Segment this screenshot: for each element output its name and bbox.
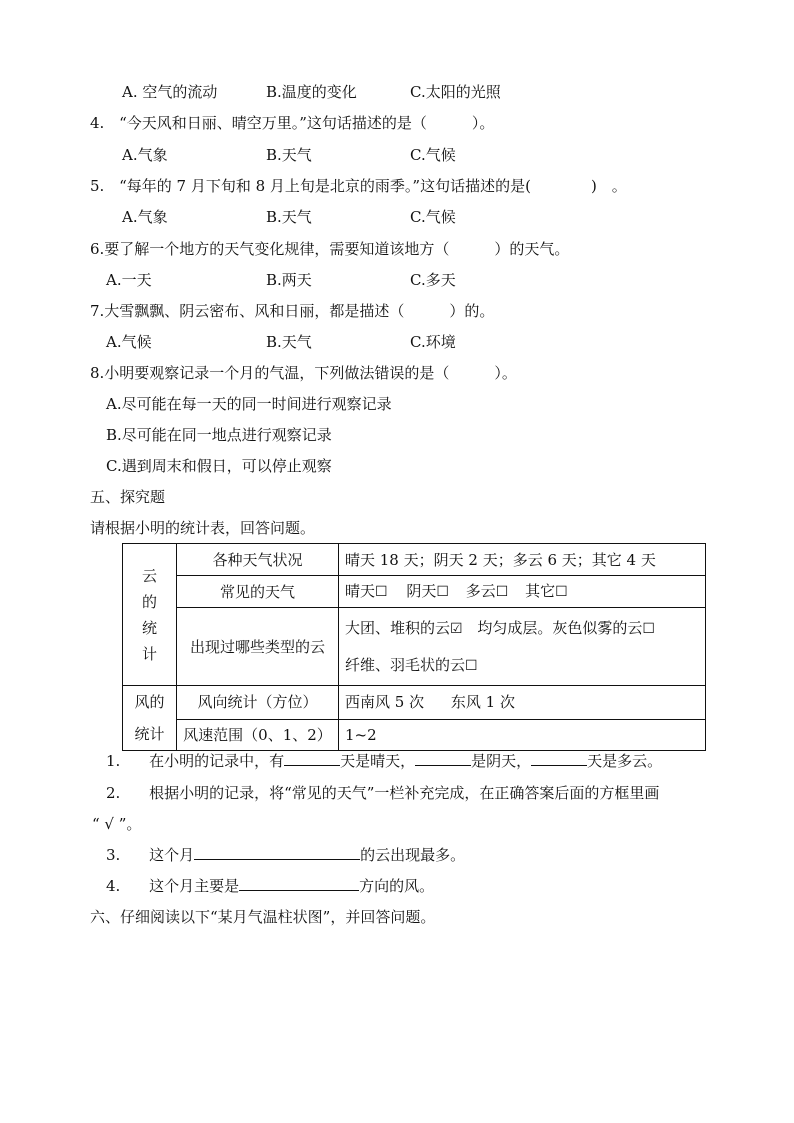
checkbox-cloudy[interactable]: ☐ bbox=[495, 584, 509, 600]
cloud-types-label: 出现过哪些类型的云 bbox=[177, 608, 339, 686]
answer-blank-sunny-days[interactable] bbox=[284, 751, 340, 766]
section5-title: 五、探究题 bbox=[90, 488, 166, 506]
checkbox-other[interactable]: ☐ bbox=[555, 584, 568, 600]
q6-option-c: C.多天 bbox=[410, 271, 456, 289]
q4-option-c: C.气候 bbox=[410, 146, 456, 164]
q6-option-b: B.两天 bbox=[266, 271, 312, 289]
common-weather-label: 常见的天气 bbox=[177, 576, 339, 608]
table-row bbox=[123, 686, 706, 720]
q5-number: 5. bbox=[90, 177, 105, 195]
weather-status-label: 各种天气状况 bbox=[177, 544, 339, 576]
q8-option-a: A.尽可能在每一天的同一时间进行观察记录 bbox=[106, 395, 392, 413]
weather-stats-table bbox=[122, 543, 706, 751]
answer-blank-wind-direction[interactable] bbox=[239, 876, 359, 891]
q4-stem bbox=[90, 113, 494, 133]
cloud-stats-group-label: 云 的 统 计 bbox=[123, 544, 177, 686]
checkbox-sunny[interactable]: ☐ bbox=[375, 584, 388, 600]
cirrus-cloud-label: 纤维、羽毛状的云 bbox=[345, 655, 466, 674]
option-cloudy-label: 多云 bbox=[465, 582, 496, 600]
weather-status-value: 晴天 18 天；阴天 2 天；多云 6 天；其它 4 天 bbox=[339, 544, 706, 576]
subq-2: 2. 根据小明的记录，将“常见的天气”一栏补充完成，在正确答案后面的方框里画 bbox=[106, 784, 660, 802]
q4-option-a: A.气象 bbox=[122, 146, 168, 164]
cumulus-cloud-label: 大团、堆积的云 bbox=[345, 618, 451, 637]
common-weather-options bbox=[339, 576, 706, 608]
stratus-cloud-label: 均匀成层。灰色似雾的云 bbox=[477, 618, 643, 637]
option-overcast-label: 阴天 bbox=[406, 582, 437, 600]
q8-option-b: B.尽可能在同一地点进行观察记录 bbox=[106, 426, 332, 444]
wind-speed-label: 风速范围（0、1、2） bbox=[177, 719, 339, 750]
section5-intro: 请根据小明的统计表，回答问题。 bbox=[90, 519, 316, 537]
q3-option-a: A. 空气的流动 bbox=[122, 83, 218, 101]
q8-stem: 8.小明要观察记录一个月的气温，下列做法错误的是（ ）。 bbox=[90, 364, 517, 382]
subq-1: 1. 在小明的记录中，有 天是晴天， 是阴天， 天是多云。 bbox=[106, 752, 663, 770]
q3-option-b: B.温度的变化 bbox=[266, 83, 357, 101]
answer-blank-cloud-type[interactable] bbox=[194, 845, 360, 860]
q8-option-c: C.遇到周末和假日，可以停止观察 bbox=[106, 457, 332, 475]
q5-option-c: C.气候 bbox=[410, 208, 456, 226]
checkbox-overcast[interactable]: ☐ bbox=[436, 584, 449, 600]
q5-option-b: B.天气 bbox=[266, 208, 312, 226]
checkbox-stratus[interactable]: ☐ bbox=[642, 620, 655, 637]
q6-stem: 6.要了解一个地方的天气变化规律，需要知道该地方（ ）的天气。 bbox=[90, 240, 570, 258]
answer-blank-cloudy-days[interactable] bbox=[531, 751, 587, 766]
q7-option-b: B.天气 bbox=[266, 333, 312, 351]
cloud-types-value bbox=[339, 608, 706, 686]
table-row bbox=[123, 719, 706, 750]
option-other-label: 其它 bbox=[525, 582, 556, 600]
wind-speed-value: 1~2 bbox=[339, 719, 706, 750]
checkbox-cumulus[interactable]: ☑ bbox=[450, 620, 463, 637]
table-row bbox=[123, 576, 706, 608]
wind-direction-label: 风向统计（方位） bbox=[177, 686, 339, 720]
q6-option-a: A.一天 bbox=[106, 271, 152, 289]
wind-stats-group-label: 风的 统计 bbox=[123, 686, 177, 751]
q7-option-c: C.环境 bbox=[410, 333, 456, 351]
table-row bbox=[123, 608, 706, 686]
subq-4: 4. 这个月主要是 方向的风。 bbox=[106, 877, 435, 895]
q7-stem: 7.大雪飘飘、阴云密布、风和日丽，都是描述（ ）的。 bbox=[90, 302, 495, 320]
q5-text: “每年的 7 月下旬和 8 月上旬是北京的雨季。”这句话描述的是( ) 。 bbox=[119, 177, 627, 195]
q5-stem bbox=[90, 176, 627, 196]
option-sunny-label: 晴天 bbox=[345, 582, 376, 600]
q3-option-c: C.太阳的光照 bbox=[410, 83, 501, 101]
q4-number: 4. bbox=[90, 114, 105, 132]
q5-option-a: A.气象 bbox=[122, 208, 168, 226]
subq-2-continued: “ √ ”。 bbox=[92, 815, 142, 833]
section6-title: 六、仔细阅读以下“某月气温柱状图”，并回答问题。 bbox=[90, 908, 436, 926]
answer-blank-overcast-days[interactable] bbox=[415, 751, 471, 766]
wind-direction-value: 西南风 5 次 东风 1 次 bbox=[339, 686, 706, 720]
q4-option-b: B.天气 bbox=[266, 146, 312, 164]
checkbox-cirrus[interactable]: ☐ bbox=[465, 657, 478, 674]
q7-option-a: A.气候 bbox=[106, 333, 152, 351]
q4-text: “今天风和日丽、晴空万里。”这句话描述的是（ ）。 bbox=[119, 114, 495, 132]
subq-3: 3. 这个月 的云出现最多。 bbox=[106, 846, 466, 864]
table-row bbox=[123, 544, 706, 576]
